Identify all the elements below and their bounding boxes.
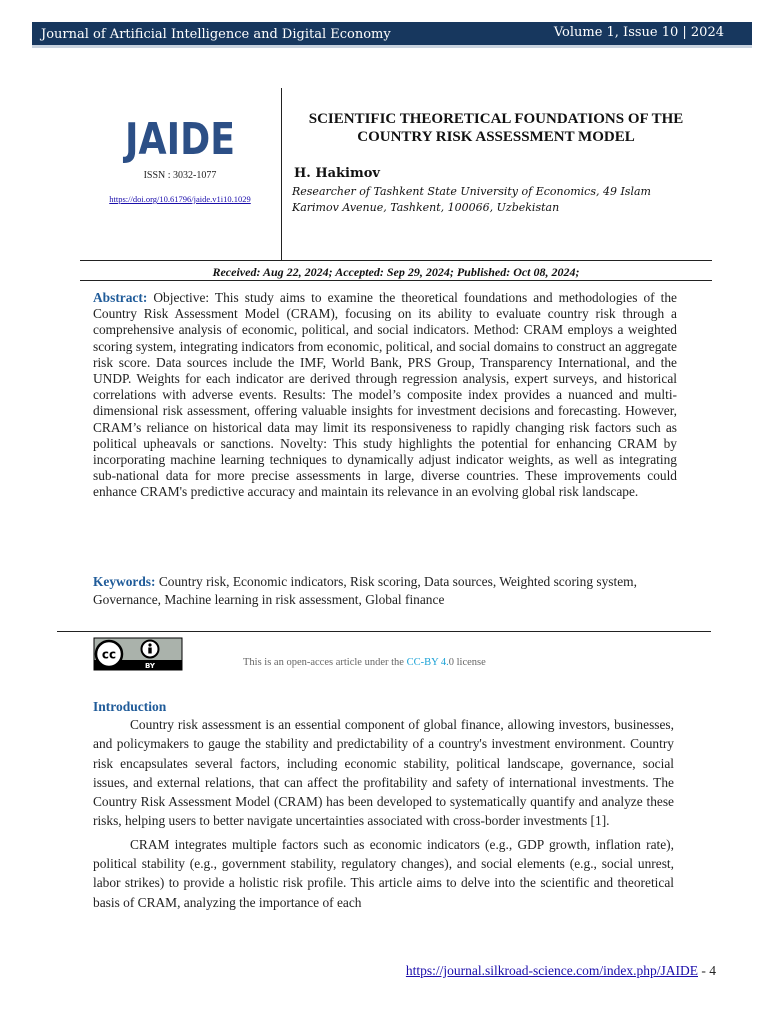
abstract-text: Objective: This study aims to examine the theoretical foundations and methodologies of the Country Risk Assessment Model (CRAM), focusing on its ability to evaluate country risk through a comprehensive analysis of economic, political, and social indicators. Method: CRAM employs a weighted scoring system, integrating indicators from economic, political, and social domains to construct an aggregate risk score. Data sources include the IMF, World Bank, PRS Group, Transparency International, and the UNDP. Weights for each indicator are derived through regression analysis, expert surveys, and historical correlations with adverse events. Results: The model’s composite index provides a nuanced and multi-dimensional risk assessment, offering valuable insights for investment decisions and forecasting. However, CRAM’s reliance on historical data may limit its responsiveness to rapidly changing risk factors such as political upheavals or sanctions. Novelty: This study highlights the potential for enhancing CRAM by incorporating machine learning techniques to dynamically adjust indicator weights, as well as integrating sub-national data for more precise assessments in large, diverse countries. These improvements could enhance CRAM's predictive accuracy and maintain its relevance in an evolving global risk landscape. bbox=[93, 290, 677, 500]
volume-issue: Volume 1, Issue 10 | 2024 bbox=[553, 25, 724, 40]
publication-dates: Received: Aug 22, 2024; Accepted: Sep 29, 2024; Published: Oct 08, 2024; bbox=[212, 265, 580, 279]
license-suffix: 0 license bbox=[448, 657, 486, 668]
abstract-label: Abstract bbox=[93, 290, 143, 305]
journal-url-link[interactable]: https://journal.silkroad-science.com/index.php/JAIDE bbox=[405, 963, 698, 978]
author-affiliation: Researcher of Tashkent State University of Economics, 49 Islam Karimov Avenue, Tashkent, 100066, Uzbekistan bbox=[292, 185, 651, 214]
keywords-label: Keywords bbox=[93, 574, 152, 589]
paragraph: Country risk assessment is an essential component of global finance, allowing investors, businesses, and policymakers to gauge the stability and predictability of a country's investment environment. Country risk encapsulates several factors, including economic stability, political landscape, governance, social issues, and external relations, that can affect the profitability and safety of international investments. The Country Risk Assessment Model (CRAM) has been developed to systematically quantify and analyze these risks, helping users to better navigate uncertainties associated with cross-border investments [1]. bbox=[93, 717, 674, 829]
abstract: Abstract: Objective: This study aims to examine the theoretical foundations and methodologies of the Country Risk Assessment Model (CRAM), focusing on its ability to evaluate country risk through a comprehensive analysis of economic, political, and social indicators. Method: CRAM employs a weighted scoring system, integrating indicators from economic, political, and social domains to construct an aggregate risk score. Data sources include the IMF, World Bank, PRS Group, Transparency International, and the UNDP. Weights for each indicator are derived through regression analysis, expert surveys, and historical correlations with adverse events. Results: The model’s composite index provides a nuanced and multi-dimensional risk assessment, offering valuable insights for investment decisions and forecasting. However, CRAM’s reliance on historical data may limit its responsiveness to rapidly changing risk factors such as political upheavals or sanctions. Novelty: This study highlights the potential for enhancing CRAM by incorporating machine learning techniques to dynamically adjust indicator weights, as well as integrating sub-national data for more precise assessments in large, diverse countries. These improvements could enhance CRAM's predictive accuracy and maintain its relevance in an evolving global risk landscape. bbox=[93, 290, 677, 500]
cc-by-license-icon[interactable] bbox=[94, 638, 182, 670]
page-number: - 4 bbox=[698, 963, 716, 978]
author-name: H. Hakimov bbox=[294, 166, 380, 181]
journal-name: Journal of Artificial Intelligence and Digital Economy bbox=[41, 27, 391, 42]
jaide-logo bbox=[122, 112, 236, 165]
page-footer bbox=[406, 963, 716, 979]
keywords: Keywords: Country risk, Economic indicators, Risk scoring, Data sources, Weighted scoring system, Governance, Machine learning in risk assessment, Global finance bbox=[93, 574, 637, 607]
logo-text: JAIDE bbox=[122, 114, 235, 165]
section-heading-introduction: Introduction bbox=[93, 699, 167, 714]
paragraph: CRAM integrates multiple factors such as economic indicators (e.g., GDP growth, inflation rate), political stability (e.g., government stability, regulatory changes), and social elements (e.g., social unrest, labor strikes) to provide a holistic risk profile. This article aims to delve into the scientific and theoretical basis of CRAM, analyzing the importance of each bbox=[93, 836, 674, 910]
license-prefix: This is an open-acces article under the bbox=[243, 657, 407, 668]
cc-badge-label: BY bbox=[144, 662, 156, 670]
license-notice bbox=[243, 657, 486, 668]
svg-text:cc: cc bbox=[101, 647, 117, 662]
divider bbox=[80, 260, 712, 261]
article-title: SCIENTIFIC THEORETICAL FOUNDATIONS OF THE COUNTRY RISK ASSESSMENT MODEL bbox=[308, 111, 684, 145]
license-link[interactable]: CC-BY 4. bbox=[406, 657, 449, 668]
divider bbox=[57, 631, 711, 632]
issn: ISSN : 3032-1077 bbox=[143, 170, 217, 181]
header-divider bbox=[281, 88, 282, 260]
divider bbox=[80, 280, 712, 281]
doi-link[interactable]: https://doi.org/10.61796/jaide.v1i10.1029 bbox=[109, 194, 251, 204]
keywords-text: Country risk, Economic indicators, Risk scoring, Data sources, Weighted scoring system, Governance, Machine learning in risk assessment, Global finance bbox=[93, 574, 637, 607]
introduction-body bbox=[93, 715, 674, 912]
journal-header-bar bbox=[32, 22, 752, 48]
